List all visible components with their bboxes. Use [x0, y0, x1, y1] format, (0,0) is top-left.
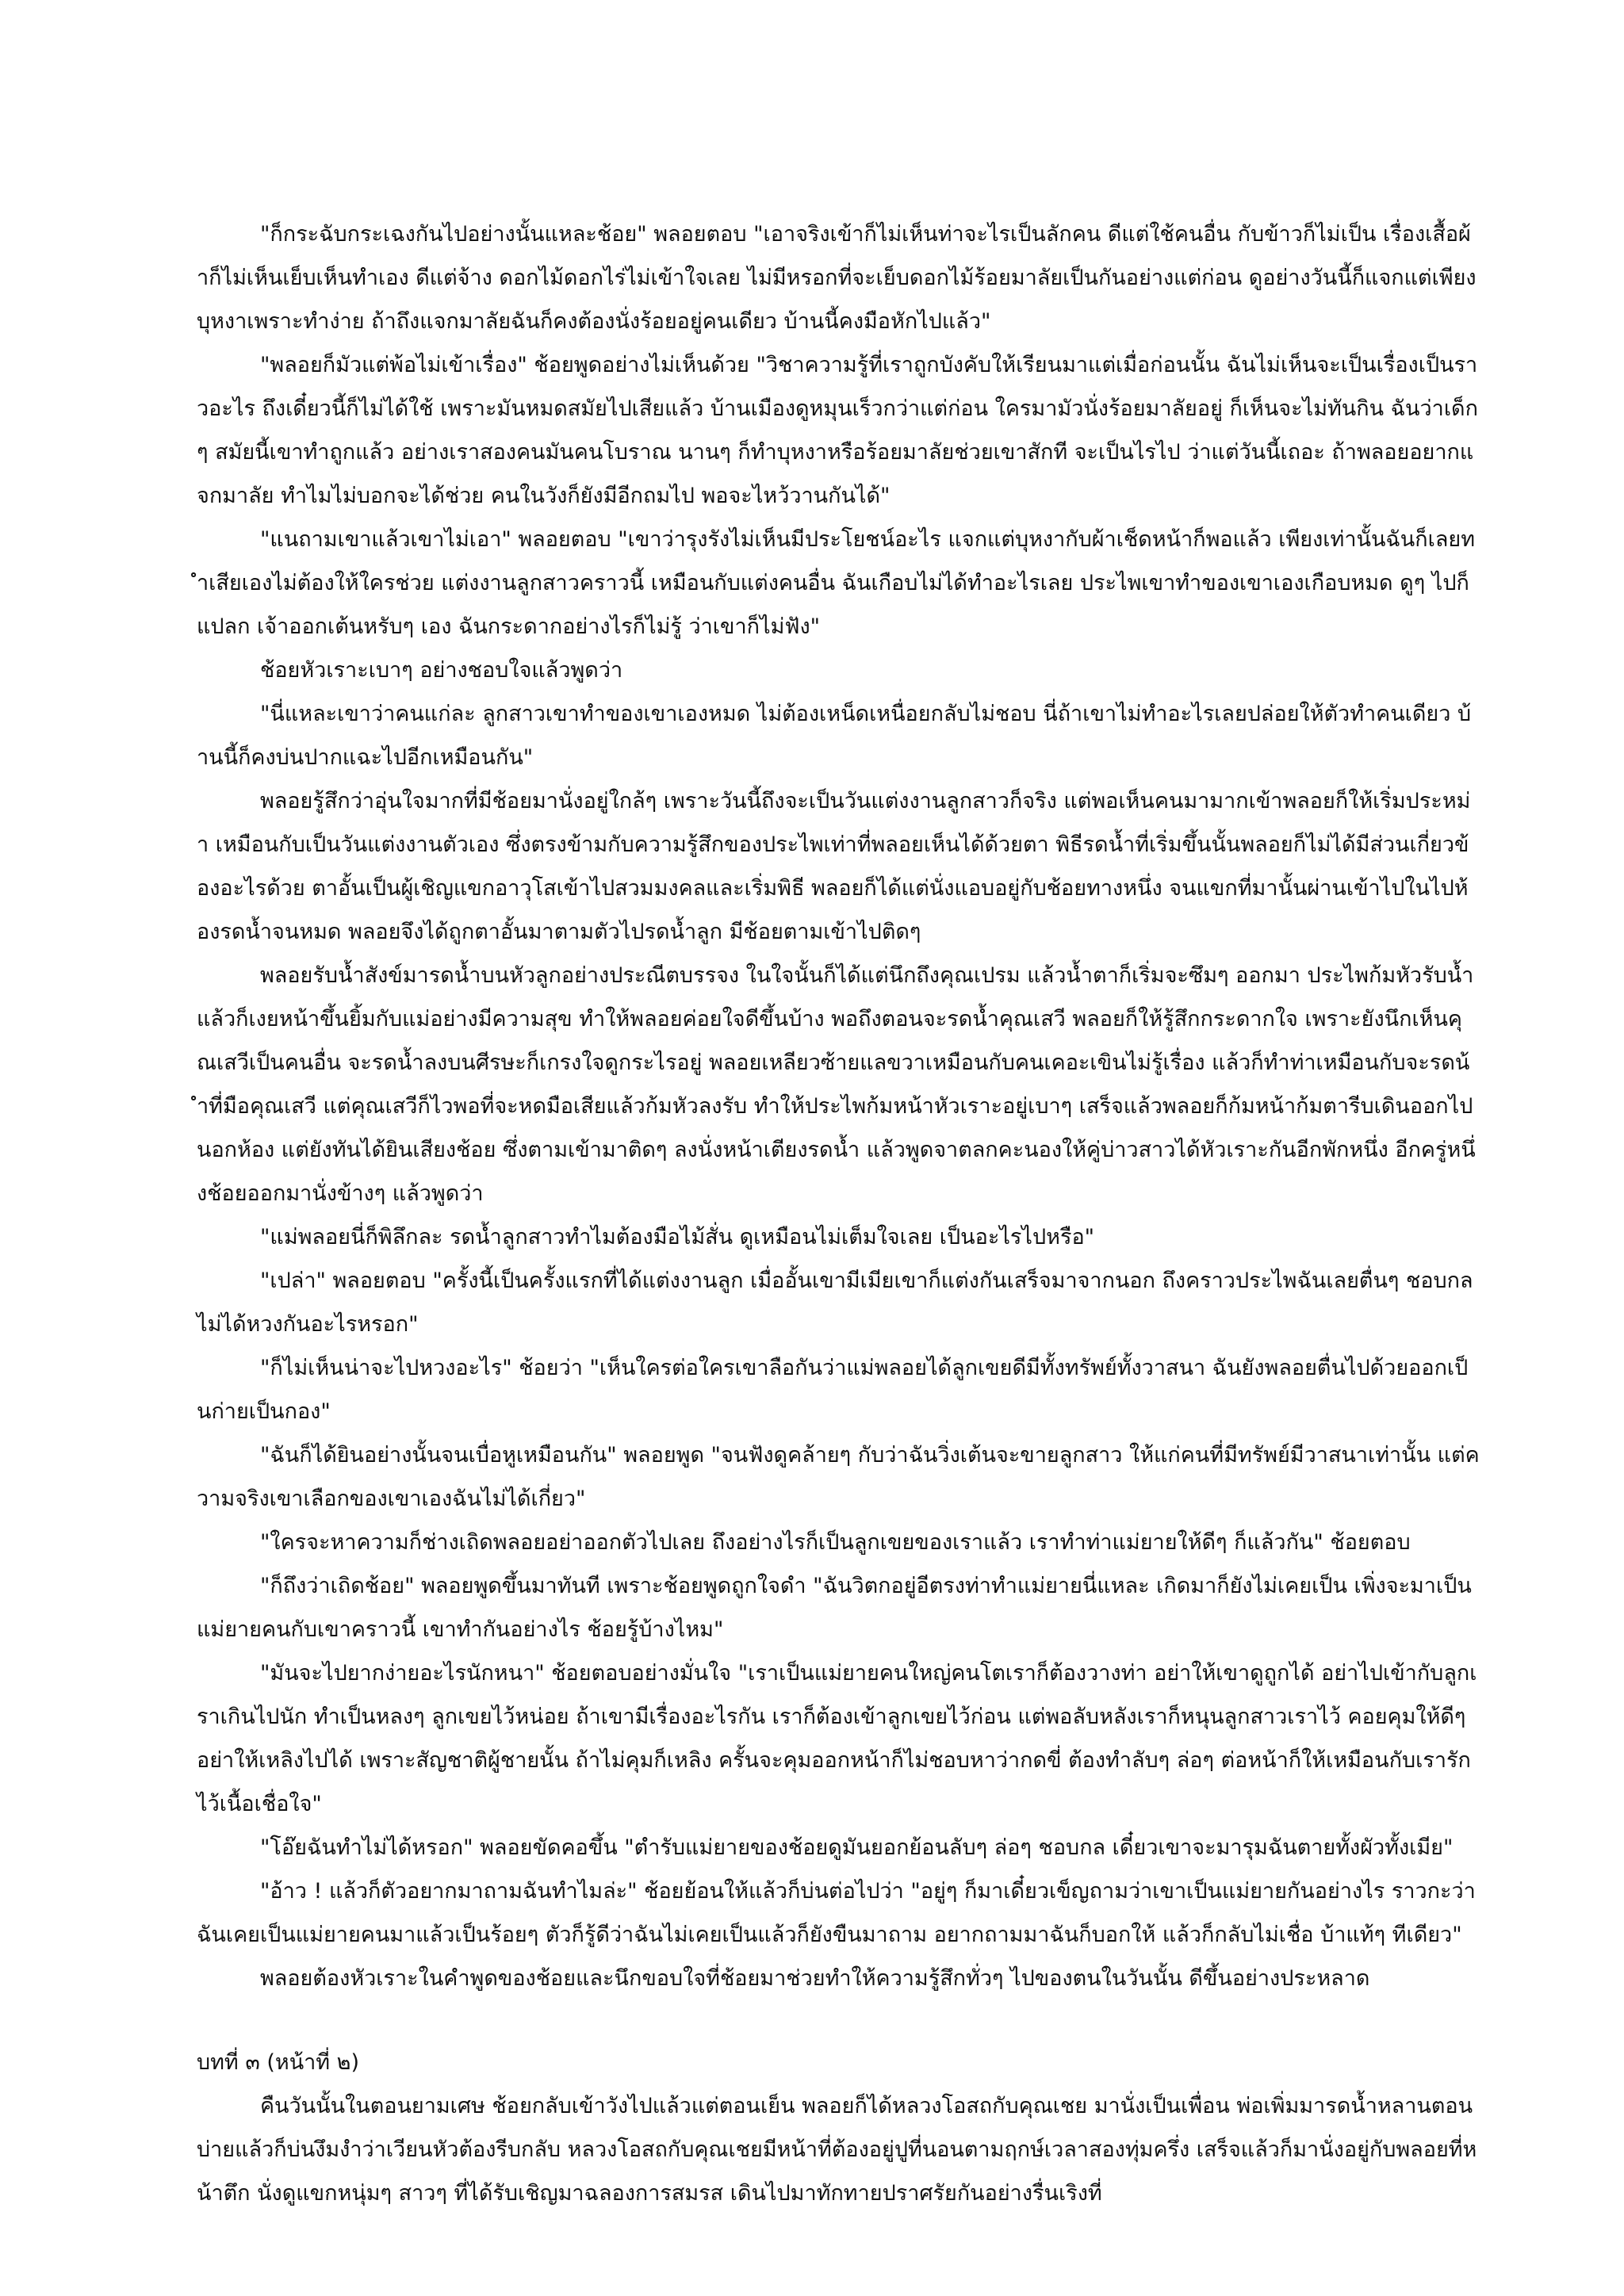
- paragraph: "ใครจะหาความก็ช่างเถิดพลอยอย่าออกตัวไปเลย ถึงอย่างไรก็เป็นลูกเขยของเราแล้ว เราทำท่าแม่ยายให้ดีๆ ก็แล้วกัน" ช้อยตอบ: [260, 1530, 1411, 1555]
- paragraph: "แนถามเขาแล้วเขาไม่เอา" พลอยตอบ "เขาว่ารุงรังไม่เห็นมีประโยชน์อะไร แจกแต่บุหงากับผ้าเช็ดหน้าก็พอแล้ว เพียงเท่านั้นฉันก็เลยทำเสียเองไม่ต้องให้ใครช่วย แต่งงานลูกสาวคราวนี้ เหมือนกับแต่งคนอื่น ฉันเกือบไม่ได้ทำอะไรเลย ประไพเขาทำของเขาเองเกือบหมด ดูๆ ไปก็แปลก เจ้าออกเต้นหรับๆ เอง ฉันกระดากอย่างไรก็ไม่รู้ ว่าเขาก็ไม่ฟัง": [197, 527, 1475, 639]
- paragraph: พลอยรู้สึกว่าอุ่นใจมากที่มีช้อยมานั่งอยู่ใกล้ๆ เพราะวันนี้ถึงจะเป็นวันแต่งงานลูกสาวก็จริง แต่พอเห็นคนมามากเข้าพลอยก็ให้เริ่มประหม่า เหมือนกับเป็นวันแต่งงานตัวเอง ซึ่งตรงข้ามกับความรู้สึกของประไพเท่าที่พลอยเห็นได้ด้วยตา พิธีรดน้ำที่เริ่มขึ้นนั้นพลอยก็ไม่ได้มีส่วนเกี่ยวข้องอะไรด้วย ตาอั้นเป็นผู้เชิญแขกอาวุโสเข้าไปสวมมงคลและเริ่มพิธี พลอยก็ได้แต่นั่งแอบอยู่กับช้อยทางหนึ่ง จนแขกที่มานั้นผ่านเข้าไปในไปห้องรดน้ำจนหมด พลอยจึงได้ถูกตาอั้นมาตามตัวไปรดน้ำลูก มีช้อยตามเข้าไปติดๆ: [197, 789, 1471, 944]
- paragraph: ช้อยหัวเราะเบาๆ อย่างชอบใจแล้วพูดว่า: [260, 658, 623, 683]
- paragraph: "เปล่า" พลอยตอบ "ครั้งนี้เป็นครั้งแรกที่ได้แต่งงานลูก เมื่ออั้นเขามีเมียเขาก็แต่งกันเสร็จมาจากนอก ถึงคราวประไพฉันเลยตื่นๆ ชอบกล ไม่ได้หวงกันอะไรหรอก": [197, 1269, 1473, 1337]
- paragraph: "ฉันก็ได้ยินอย่างนั้นจนเบื่อหูเหมือนกัน" พลอยพูด "จนฟังดูคล้ายๆ กับว่าฉันวิ่งเต้นจะขายลูกสาว ให้แก่คนที่มีทรัพย์มีวาสนาเท่านั้น แต่ความจริงเขาเลือกของเขาเองฉันไม่ได้เกี่ยว": [197, 1443, 1480, 1511]
- paragraph: คืนวันนั้นในตอนยามเศษ ช้อยกลับเข้าวังไปแล้วแต่ตอนเย็น พลอยก็ได้หลวงโอสถกับคุณเชย มานั่งเป็นเพื่อน พ่อเพิ่มมารดน้ำหลานตอนบ่ายแล้วก็บ่นงึมงำว่าเวียนหัวต้องรีบกลับ หลวงโอสถกับคุณเชยมีหน้าที่ต้องอยู่ปูที่นอนตามฤกษ์เวลาสองทุ่มครึ่ง เสร็จแล้วก็มานั่งอยู่กับพลอยที่หน้าตึก นั่งดูแขกหนุ่มๆ สาวๆ ที่ได้รับเชิญมาฉลองการสมรส เดินไปมาทักทายปราศรัยกันอย่างรื่นเริงที่: [197, 2094, 1477, 2206]
- paragraph: "แม่พลอยนี่ก็พิลึกละ รดน้ำลูกสาวทำไมต้องมือไม้สั่น ดูเหมือนไม่เต็มใจเลย เป็นอะไรไปหรือ": [260, 1225, 1095, 1249]
- chapter-text-part-1: [197, 212, 1480, 2000]
- paragraph: "อ้าว ! แล้วก็ตัวอยากมาถามฉันทำไมล่ะ" ช้อยย้อนให้แล้วก็บ่นต่อไปว่า "อยู่ๆ ก็มาเดี๋ยวเข็ญถามว่าเขาเป็นแม่ยายกันอย่างไร ราวกะว่าฉันเคยเป็นแม่ยายคนมาแล้วเป็นร้อยๆ ตัวก็รู้ดีว่าฉันไม่เคยเป็นแล้วก็ยังขืนมาถาม อยากถามมาฉันก็บอกให้ แล้วก็กลับไม่เชื่อ บ้าแท้ๆ ทีเดียว": [197, 1879, 1476, 1947]
- paragraph: "ก็ถึงว่าเถิดช้อย" พลอยพูดขึ้นมาทันที เพราะช้อยพูดถูกใจดำ "ฉันวิตกอยู่อีตรงท่าทำแม่ยายนี่แหละ เกิดมาก็ยังไม่เคยเป็น เพิ่งจะมาเป็นแม่ยายคนกับเขาคราวนี้ เขาทำกันอย่างไร ช้อยรู้บ้างไหม": [197, 1574, 1472, 1642]
- paragraph: "พลอยก็มัวแต่พ้อไม่เข้าเรื่อง" ช้อยพูดอย่างไม่เห็นด้วย "วิชาความรู้ที่เราถูกบังคับให้เรียนมาแต่เมื่อก่อนนั้น ฉันไม่เห็นจะเป็นเรื่องเป็นราวอะไร ถึงเดี๋ยวนี้ก็ไม่ได้ใช้ เพราะมันหมดสมัยไปเสียแล้ว บ้านเมืองดูหมุนเร็วกว่าแต่ก่อน ใครมามัวนั่งร้อยมาลัยอยู่ ก็เห็นจะไม่ทันกิน ฉันว่าเด็กๆ สมัยนี้เขาทำถูกแล้ว อย่างเราสองคนมันคนโบราณ นานๆ ก็ทำบุหงาหรือร้อยมาลัยช่วยเขาสักที จะเป็นไรไป ว่าแต่วันนี้เถอะ ถ้าพลอยอยากแจกมาลัย ทำไมไม่บอกจะได้ช่วย คนในวังก็ยังมีอีกถมไป พอจะไหว้วานกันได้": [197, 353, 1478, 508]
- paragraph: "นี่แหละเขาว่าคนแก่ละ ลูกสาวเขาทำของเขาเองหมด ไม่ต้องเหน็ดเหนื่อยกลับไม่ชอบ นี่ถ้าเขาไม่ทำอะไรเลยปล่อยให้ตัวทำคนเดียว บ้านนี้ก็คงบ่นปากแฉะไปอีกเหมือนกัน": [197, 702, 1472, 770]
- paragraph: พลอยต้องหัวเราะในคำพูดของช้อยและนึกขอบใจที่ช้อยมาช่วยทำให้ความรู้สึกทั่วๆ ไปของตนในวันนั้น ดีขึ้นอย่างประหลาด: [260, 1966, 1370, 1991]
- paragraph: พลอยรับน้ำสังข์มารดน้ำบนหัวลูกอย่างประณีตบรรจง ในใจนั้นก็ได้แต่นึกถึงคุณเปรม แล้วน้ำตาก็เริ่มจะซึมๆ ออกมา ประไพก้มหัวรับน้ำแล้วก็เงยหน้าขึ้นยิ้มกับแม่อย่างมีความสุข ทำให้พลอยค่อยใจดีขึ้นบ้าง พอถึงตอนจะรดน้ำคุณเสวี พลอยก็ให้รู้สึกกระดากใจ เพราะยังนึกเห็นคุณเสวีเป็นคนอื่น จะรดน้ำลงบนศีรษะก็เกรงใจดูกระไรอยู่ พลอยเหลียวซ้ายแลขวาเหมือนกับคนเคอะเขินไม่รู้เรื่อง แล้วก็ทำท่าเหมือนกับจะรดน้ำที่มือคุณเสวี แต่คุณเสวีก็ไวพอที่จะหดมือเสียแล้วก้มหัวลงรับ ทำให้ประไพก้มหน้าหัวเราะอยู่เบาๆ เสร็จแล้วพลอยก็ก้มหน้าก้มตารีบเดินออกไปนอกห้อง แต่ยังทันได้ยินเสียงช้อย ซึ่งตามเข้ามาติดๆ ลงนั่งหน้าเตียงรดน้ำ แล้วพูดจาตลกคะนองให้คู่บ่าวสาวได้หัวเราะกันอีกพักหนึ่ง อีกครู่หนึ่งช้อยออกมานั่งข้างๆ แล้วพูดว่า: [197, 963, 1476, 1206]
- paragraph: "มันจะไปยากง่ายอะไรนักหนา" ช้อยตอบอย่างมั่นใจ "เราเป็นแม่ยายคนใหญ่คนโตเราก็ต้องวางท่า อย่าให้เขาดูถูกได้ อย่าไปเข้ากับลูกเราเกินไปนัก ทำเป็นหลงๆ ลูกเขยไว้หน่อย ถ้าเขามีเรื่องอะไรกัน เราก็ต้องเข้าลูกเขยไว้ก่อน แต่พอลับหลังเราก็หนุนลูกสาวเราไว้ คอยคุมให้ดีๆ อย่าให้เหลิงไปได้ เพราะสัญชาติผู้ชายนั้น ถ้าไม่คุมก็เหลิง ครั้นจะคุมออกหน้าก็ไม่ชอบหาว่ากดขี่ ต้องทำลับๆ ล่อๆ ต่อหน้าก็ให้เหมือนกับเรารักไว้เนื้อเชื่อใจ": [197, 1661, 1477, 1816]
- paragraph: "ก็ไม่เห็นน่าจะไปหวงอะไร" ช้อยว่า "เห็นใครต่อใครเขาลือกันว่าแม่พลอยได้ลูกเขยดีมีทั้งทรัพย์ทั้งวาสนา ฉันยังพลอยตื่นไปด้วยออกเป็นก่ายเป็นกอง": [197, 1356, 1469, 1424]
- section-heading: บทที่ ๓ (หน้าที่ ๒): [197, 2050, 360, 2075]
- paragraph: "โอ๊ยฉันทำไม่ได้หรอก" พลอยขัดคอขึ้น "ตำรับแม่ยายของช้อยดูมันยอกย้อนลับๆ ล่อๆ ชอบกล เดี๋ยวเขาจะมารุมฉันตายทั้งผัวทั้งเมีย": [260, 1835, 1454, 1860]
- paragraph: "ก็กระฉับกระเฉงกันไปอย่างนั้นแหละช้อย" พลอยตอบ "เอาจริงเข้าก็ไม่เห็นท่าจะไรเป็นลักคน ดีแต่ใช้คนอื่น กับข้าวก็ไม่เป็น เรื่องเสื้อผ้าก็ไม่เห็นเย็บเห็นทำเอง ดีแต่จ้าง ดอกไม้ดอกไร่ไม่เข้าใจเลย ไม่มีหรอกที่จะเย็บดอกไม้ร้อยมาลัยเป็นกันอย่างแต่ก่อน ดูอย่างวันนี้ก็แจกแต่เพียงบุหงาเพราะทำง่าย ถ้าถึงแจกมาลัยฉันก็คงต้องนั่งร้อยอยู่คนเดียว บ้านนี้คงมือหักไปแล้ว": [197, 222, 1477, 334]
- chapter-text-part-2: [197, 2084, 1480, 2215]
- body-text: [197, 212, 1480, 2215]
